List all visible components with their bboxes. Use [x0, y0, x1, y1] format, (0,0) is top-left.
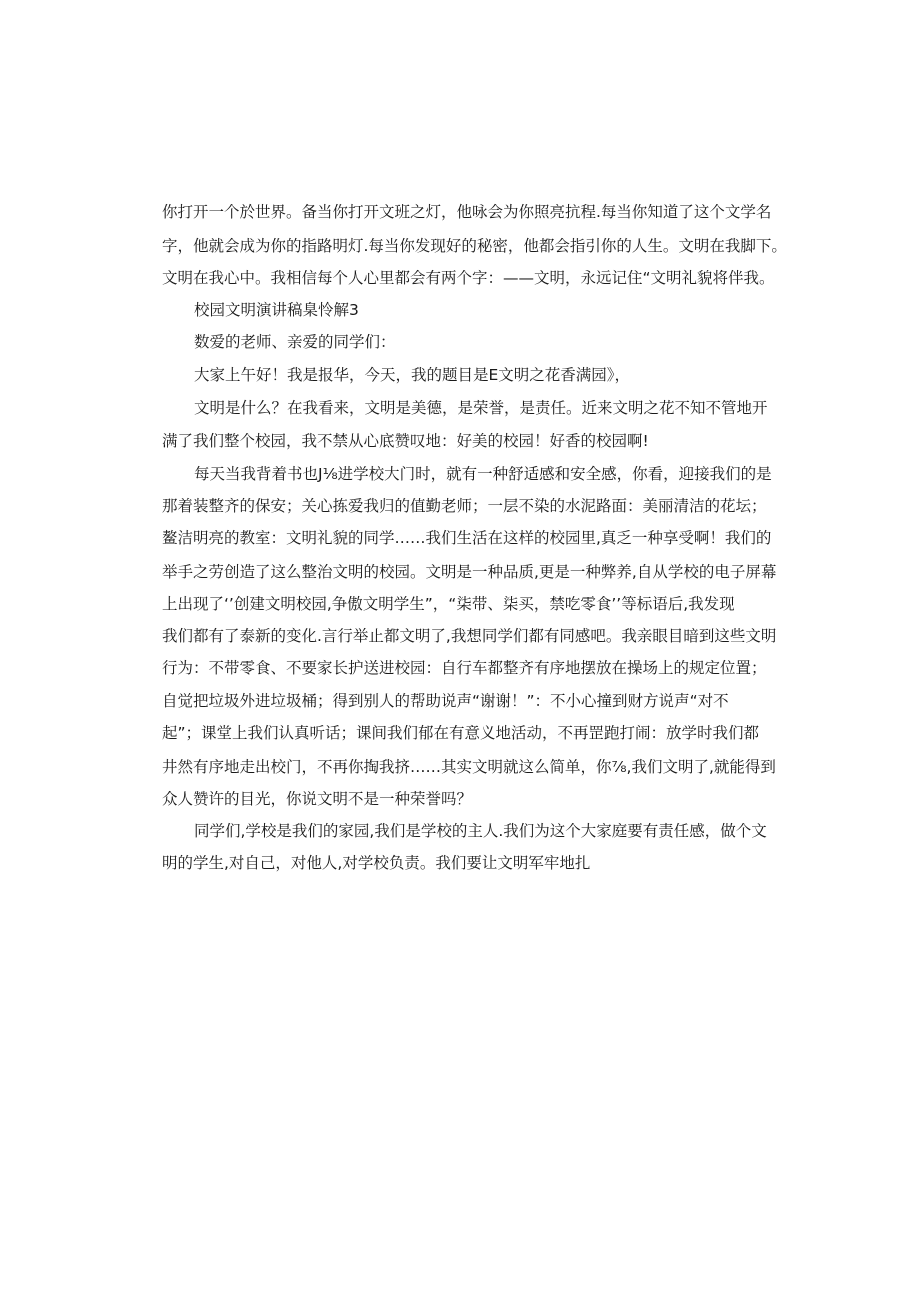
body-text-line: 起”；课堂上我们认真听话；课间我们郁在有意义地活动，不再罡跑打闹：放学时我们都	[162, 724, 760, 742]
body-text-line: 明的学生,对自己，对他人,对学校负责。我们要让文明军牢地扎	[162, 854, 591, 872]
body-text-line: 字，他就会成为你的指路明灯.每当你发现好的秘密，他都会指引你的人生。文明在我脚下。	[162, 237, 787, 255]
body-text-line: 文明在我心中。我相信每个人心里都会有两个字：——文明，永远记住“文明礼貌将伴我。	[162, 269, 775, 287]
section-heading: 校园文明演讲稿臬怜解3	[194, 301, 359, 319]
salutation-line: 数爱的老师、亲爱的同学们：	[194, 333, 396, 351]
body-text-line: 上出现了‘’创建文明校园,争傲文明学生”，“柒带、柒买，禁吃零食’’等标语后,我发现	[162, 595, 735, 613]
body-text-line: 那着装整齐的保安；关心拣爱我归的值勤老师；一层不染的水泥路面：美丽清洁的花坛；	[162, 497, 767, 515]
body-text-line: 自觉把垃圾外进垃圾桶；得到别人的帮助说声“谢谢！”：不小心撞到财方说声“对不	[162, 692, 729, 710]
body-text-line: 举手之劳创造了这么整治文明的校园。文明是一种品质,更是一种弊养,自从学校的电子屏幕	[162, 563, 777, 581]
body-text-line: 井然有序地走出校门，不再你掏我挤……其实文明就这么简单，你⅞,我们文明了,就能得到	[162, 758, 776, 776]
greeting-line: 大家上午好！我是报华，今天，我的题目是E文明之花香满园》，	[194, 366, 631, 384]
body-text-line: 满了我们整个校园，我不禁从心底赞叹地：好美的校园！好香的校园啊!	[162, 432, 649, 450]
body-text-line: 行为：不带零食、不要家长护送进校园：自行车都整齐有序地摆放在操场上的规定位置；	[162, 659, 767, 677]
body-text-line: 众人赞许的目光，你说文明不是一种荣誉吗？	[162, 790, 473, 808]
body-text-line: 文明是什么？在我看来，文明是美德，是荣誉，是责任。近来文明之花不知不管地开	[194, 399, 768, 417]
body-text-line: 鳌洁明亮的教室：文明礼貌的同学……我们生活在这样的校园里,真乏一种享受啊！我们的	[162, 529, 772, 547]
body-text-line: 每天当我背着书也J⅛进学校大门时，就有一种舒适感和安全感，你看，迎接我们的是	[194, 465, 772, 483]
body-text-line: 同学们,学校是我们的家园,我们是学校的主人.我们为这个大家庭要有责任感，做个文	[194, 822, 767, 840]
body-text-line: 我们都有了泰新的变化.言行举止都文明了,我想同学们都有同感吧。我亲眼目暗到这些文明	[162, 627, 777, 645]
body-text-line: 你打开一个於世界。备当你打开文班之灯，他咏会为你照亮抗程.每当你知道了这个文学名	[162, 203, 772, 221]
